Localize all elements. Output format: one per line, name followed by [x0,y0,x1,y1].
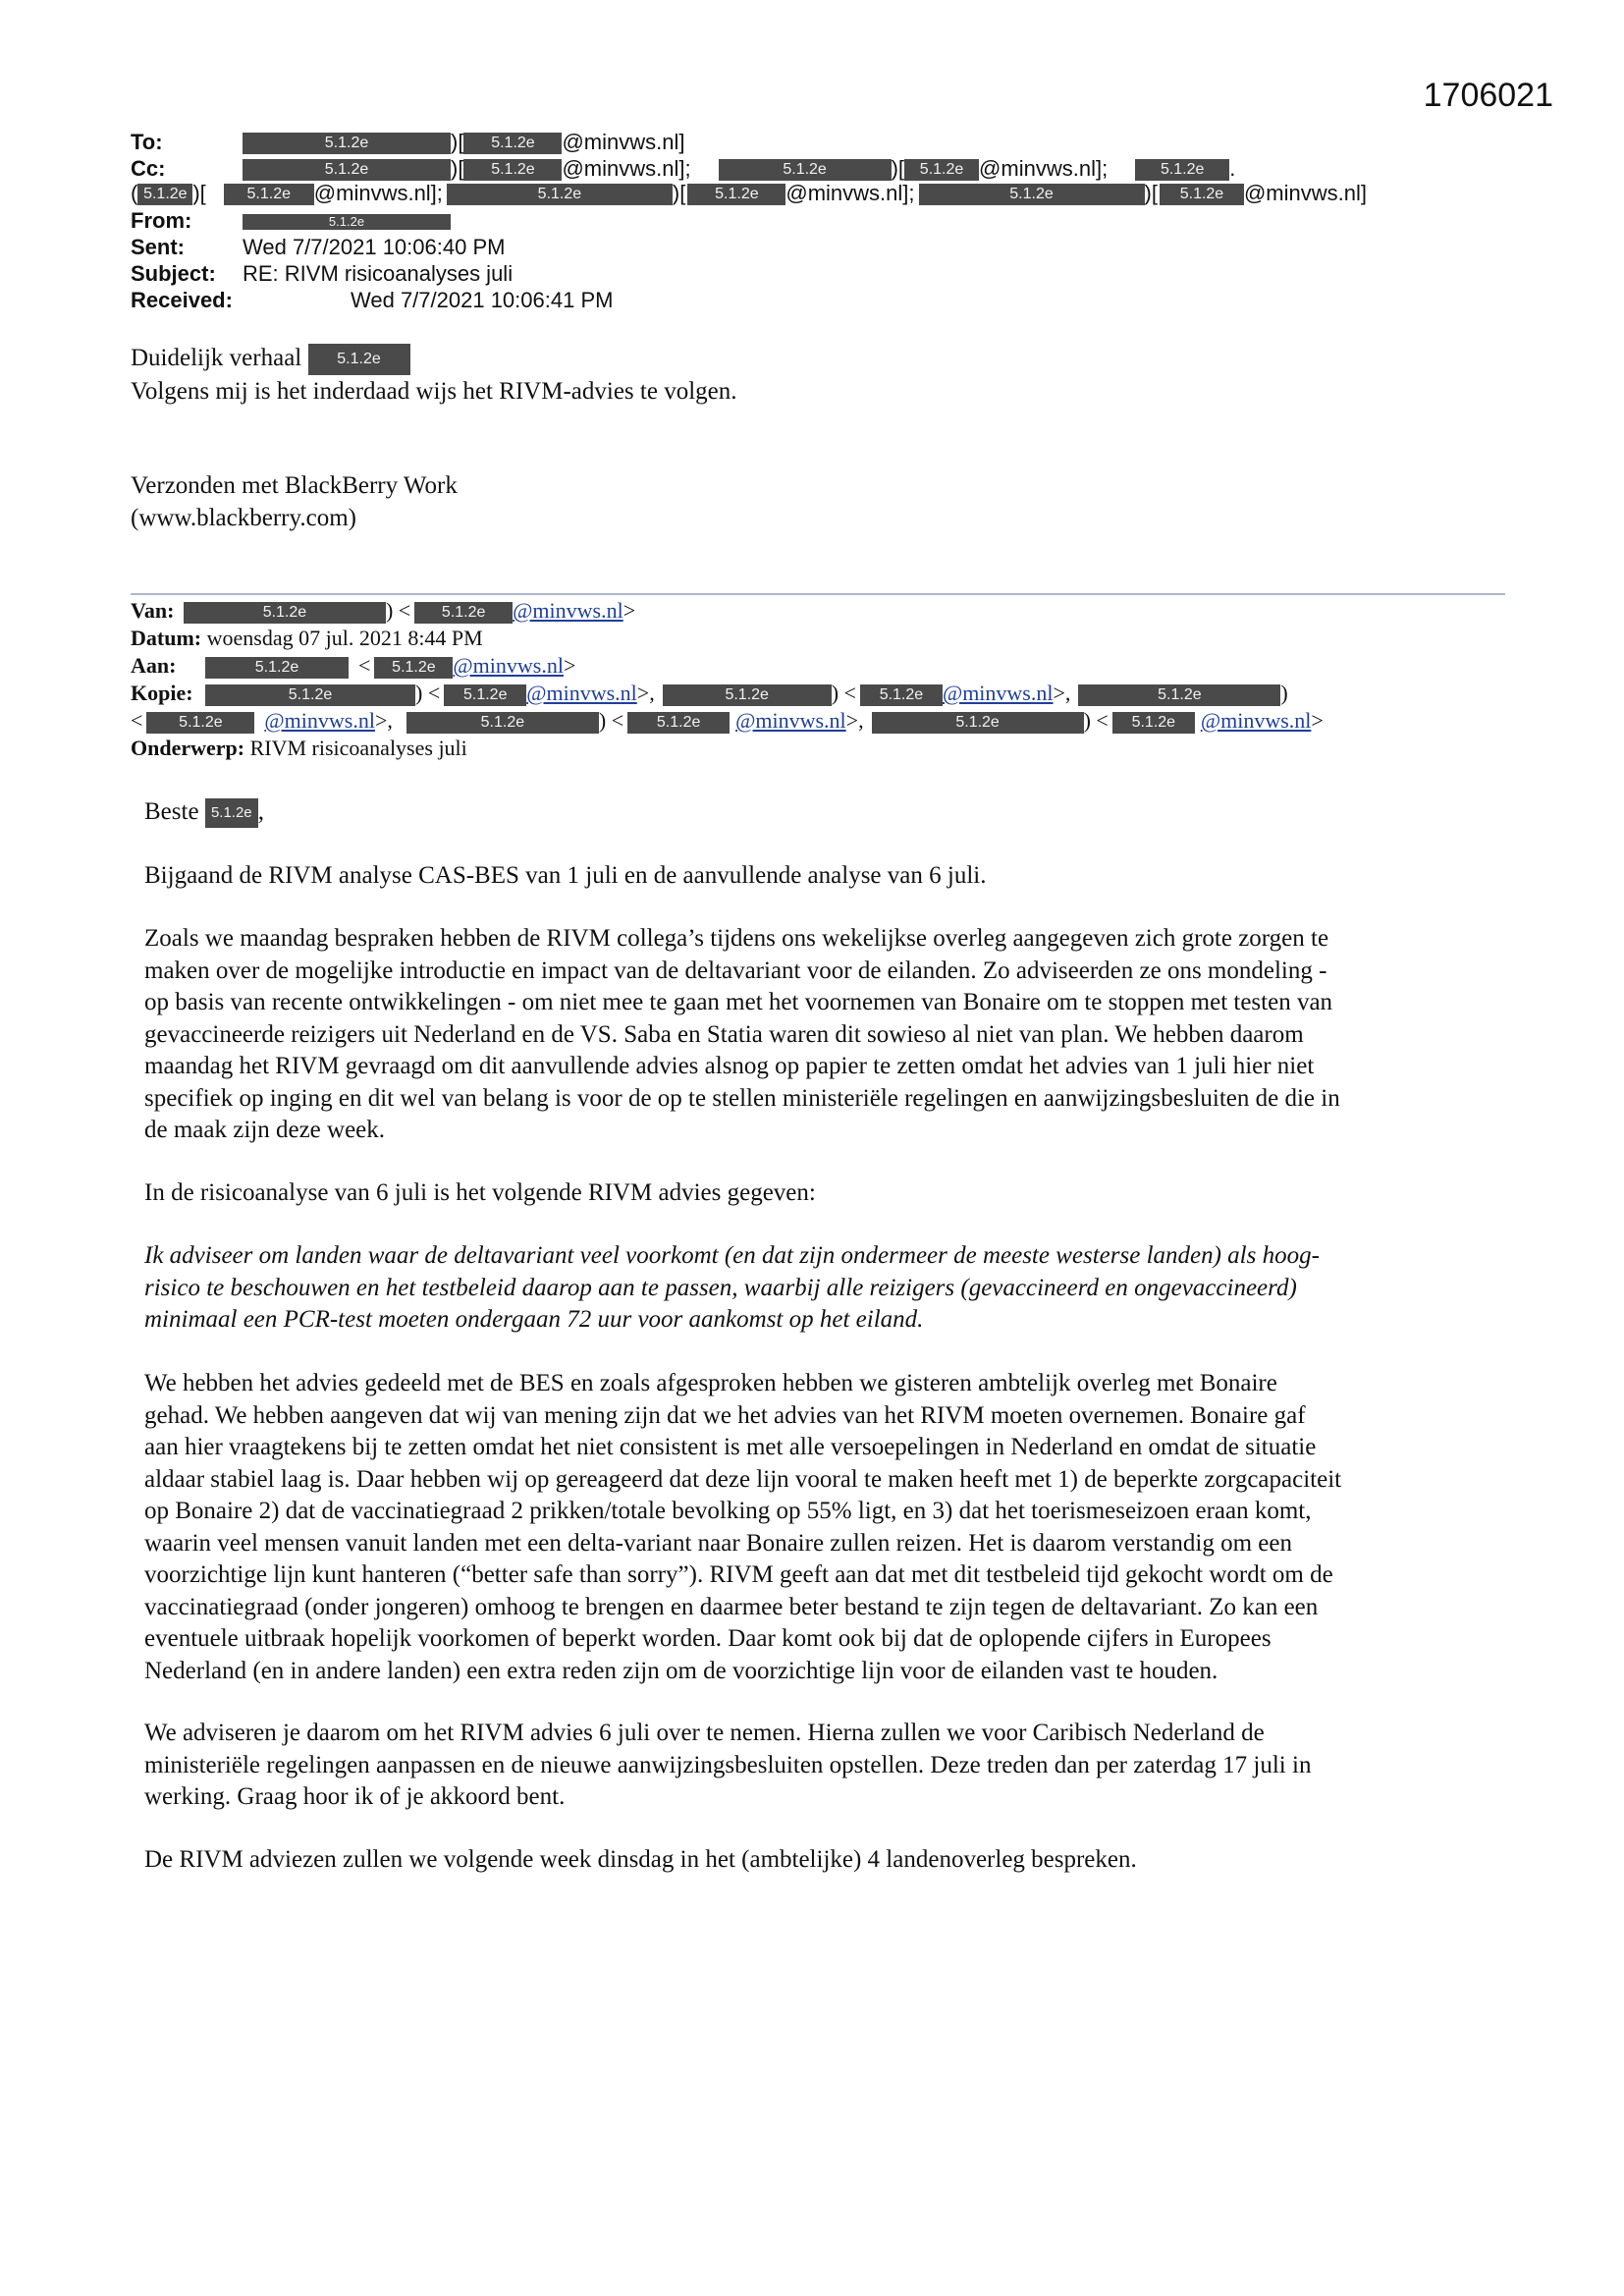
text-line: maken over de mogelijke introductie en impact van de deltavariant voor de eilanden. Zo adviseerden ze ons mondeling - [144,957,1327,984]
text-line: ministeriële regelingen aanpassen en de nieuwe aanwijzingsbesluiten opstellen. Deze treden dan per zaterdag 17 juli in [144,1751,1312,1778]
redaction: 5.1.2e [308,344,410,375]
onderwerp-value: RIVM risicoanalyses juli [249,736,467,760]
redaction: 5.1.2e [205,657,349,679]
redaction: 5.1.2e [224,184,314,205]
greeting: Beste 5.1.2e , [144,796,1499,828]
redaction: 5.1.2e [406,712,599,734]
separator-line [131,593,1505,595]
reply-text: Duidelijk verhaal [131,345,302,371]
to-label: To: [131,130,163,154]
text-line: maandag het RIVM gevraagd om dit aanvullende advies alsnog op papier te zetten omdat het advies van 1 juli hier niet [144,1053,1315,1079]
text-line: minimaal een PCR-test moeten ondergaan 72 uur voor aankomst op het eiland. [144,1306,924,1333]
redaction: 5.1.2e [463,133,562,154]
received-row [131,288,613,313]
cc-address: @minvws.nl]; [785,181,915,205]
reply-line-2: Volgens mij is het inderdaad wijs het RIVM-advies te volgen. [131,378,737,405]
email-link[interactable]: @minvws.nl [526,681,637,705]
paragraph-3: In de risicoanalyse van 6 juli is het volgende RIVM advies gegeven: [144,1179,816,1206]
redaction: 5.1.2e [1112,712,1195,734]
redaction: 5.1.2e [463,159,562,181]
redaction: 5.1.2e [243,214,451,230]
sent-label: Sent: [131,235,185,259]
text-line: We hebben het advies gedeeld met de BES en zoals afgesproken hebben we gisteren ambtelijk overleg met Bonaire [144,1370,1277,1396]
redaction: 5.1.2e [243,159,451,181]
paragraph-2 [144,923,1504,1147]
text-line: vaccinatiegraad (onder jongeren) omhoog te brengen en daarmee beter bestand te zijn tegen de deltavariant. Zo kan een [144,1593,1319,1620]
email-link[interactable]: @minvws.nl [453,653,564,678]
subject-value: RE: RIVM risicoanalyses juli [243,261,514,286]
email-link[interactable]: @minvws.nl [513,598,623,623]
datum-label: Datum: [131,626,202,650]
text-line: werking. Graag hoor ik of je akkoord bent. [144,1783,566,1810]
redaction: 5.1.2e [146,712,254,734]
to-address: @minvws.nl] [562,130,685,154]
sent-value: Wed 7/7/2021 10:06:40 PM [243,235,506,259]
text-line: eventuele uitbraak hopelijk voorkomen of beperkt worden. Daar komt ook bij dat de oplopende cijfers in Europees [144,1625,1272,1652]
redaction: 5.1.2e [137,184,192,205]
text-line: Nederland (en in andere landen) een extra reden zijn om de voorzichtige lijn voor de eilanden vast te houden. [144,1657,1218,1684]
redaction: 5.1.2e [919,184,1145,205]
to-row: To: 5.1.2e )[ 5.1.2e @minvws.nl] [131,130,685,154]
redaction: 5.1.2e [687,184,785,205]
paragraph-6: De RIVM adviezen zullen we volgende week dinsdag in het (ambtelijke) 4 landenoverleg bespreken. [144,1846,1137,1873]
onderwerp-label: Onderwerp: [131,736,245,760]
text-line: gevaccineerde reizigers uit Nederland en de VS. Saba en Statia waren dit sowieso al niet van plan. We hebben daarom [144,1020,1304,1048]
text-line: waarin veel mensen vanuit landen met een delta-variant naar Bonaire zullen reizen. Het is daarom verstandig om een [144,1529,1292,1557]
onderwerp-row [131,735,467,762]
redaction: 5.1.2e [719,159,892,181]
received-value: Wed 7/7/2021 10:06:41 PM [351,288,614,312]
redaction: 5.1.2e [374,657,453,679]
text-line: risico te beschouwen en het testbeleid daarop aan te passen, waarbij alle reizigers (gevaccineerd en ongevaccineerd) [144,1274,1297,1301]
text-line: Ik adviseer om landen waar de deltavariant veel voorkomt (en dat zijn ondermeer de meeste westerse landen) als hoog- [144,1242,1320,1269]
redaction: 5.1.2e [447,184,673,205]
from-label: From: [131,208,192,233]
email-link[interactable]: @minvws.nl [735,708,846,733]
email-link[interactable]: @minvws.nl [942,681,1054,705]
document-id: 1706021 [1423,77,1553,114]
cc-row-2: ( 5.1.2e )[ 5.1.2e @minvws.nl]; 5.1.2e )[ 5.1.2e @minvws.nl]; 5.1.2e )[ 5.1.2e @minvws.nl] [131,181,1367,205]
greeting-text: Beste [144,798,199,825]
text-line: op basis van recente ontwikkelingen - om niet mee te gaan met het voornemen van Bonaire om te stoppen met testen van [144,989,1333,1015]
signature-line-1: Verzonden met BlackBerry Work [131,472,458,499]
text-line: Zoals we maandag bespraken hebben de RIVM collega’s tijdens ons wekelijkse overleg aangegeven zich grote zorgen te [144,925,1329,952]
from-row [131,208,451,234]
redaction: 5.1.2e [860,684,943,706]
text-line: de maak zijn deze week. [144,1117,386,1143]
cc-address: @minvws.nl] [1243,181,1367,205]
kopie-row-1: Kopie: 5.1.2e ) < 5.1.2e @minvws.nl>, 5.1.2e ) < 5.1.2e @minvws.nl>, 5.1.2e ) [131,681,1288,705]
text-line: aan hier vraagtekens bij te zetten omdat het niet consistent is met alle versoepelingen in Nederland en omdat de situatie [144,1434,1317,1460]
redaction: 5.1.2e [663,684,832,706]
redaction: 5.1.2e [627,712,730,734]
email-link[interactable]: @minvws.nl [264,708,375,733]
text-line: voorzichtige lijn kunt hanteren (“better safe than sorry”). RIVM geeft aan dat met dit testbeleid tijd gekocht wordt om de [144,1561,1333,1588]
cc-row-1: Cc: 5.1.2e )[ 5.1.2e @minvws.nl]; 5.1.2e )[ 5.1.2e @minvws.nl]; 5.1.2e . [131,156,1236,181]
paragraph-1: Bijgaand de RIVM analyse CAS-BES van 1 juli en de aanvullende analyse van 6 juli. [144,862,987,889]
text-line: gehad. We hebben aangeven dat wij van mening zijn dat we het advies van het RIVM moeten overnemen. Bonaire gaf [144,1401,1306,1429]
cc-label: Cc: [131,156,166,181]
redaction: 5.1.2e [1135,159,1229,181]
aan-label: Aan: [131,653,177,678]
kopie-row-2: < 5.1.2e @minvws.nl>, 5.1.2e ) < 5.1.2e @minvws.nl>, 5.1.2e ) < 5.1.2e @minvws.nl> [131,708,1324,733]
subject-label: Subject: [131,261,216,286]
signature-line-2: (www.blackberry.com) [131,505,356,531]
redaction: 5.1.2e [184,602,386,624]
redaction: 5.1.2e [1078,684,1280,706]
redaction: 5.1.2e [872,712,1084,734]
text-line: specifiek op inging en dit wel van belang is voor de op te stellen ministeriële regelingen en aanwijzingsbesluiten de die in [144,1084,1340,1112]
redaction: 5.1.2e [444,684,526,706]
text-line: op Bonaire 2) dat de vaccinatiegraad 2 prikken/totale bevolking op 55% ligt, en 3) dat het toerismeseizoen eraan komt, [144,1498,1312,1524]
text-line: We adviseren je daarom om het RIVM advies 6 juli over te nemen. Hierna zullen we voor Caribisch Nederland de [144,1720,1265,1746]
cc-address: @minvws.nl]; [979,156,1109,181]
kopie-label: Kopie: [131,681,193,705]
text-line: aldaar stabiel laag is. Daar hebben wij op gereageerd dat deze lijn vooral te maken heeft met 1) de beperkte zorgcapaciteit [144,1465,1342,1493]
redaction: 5.1.2e [414,602,513,624]
subject-row [131,261,513,287]
van-row: Van: 5.1.2e ) < 5.1.2e @minvws.nl> [131,598,636,623]
paragraph-5 [144,1718,1504,1814]
reply-line-1 [131,342,410,375]
redaction: 5.1.2e [1160,184,1244,205]
datum-row [131,625,483,652]
aan-row: Aan: 5.1.2e < 5.1.2e @minvws.nl> [131,653,576,678]
rivm-advice-quote [144,1240,1504,1337]
redaction: 5.1.2e [205,684,415,706]
redaction: 5.1.2e [904,159,979,181]
paragraph-4 [144,1368,1504,1687]
redaction: 5.1.2e [243,133,451,154]
redaction: 5.1.2e [205,798,258,828]
cc-address: @minvws.nl]; [313,181,443,205]
received-label: Received: [131,288,233,312]
cc-address: @minvws.nl]; [562,156,691,181]
email-link[interactable]: @minvws.nl [1200,708,1312,733]
van-label: Van: [131,598,175,623]
sent-row [131,235,505,260]
datum-value: woensdag 07 jul. 2021 8:44 PM [206,626,483,650]
